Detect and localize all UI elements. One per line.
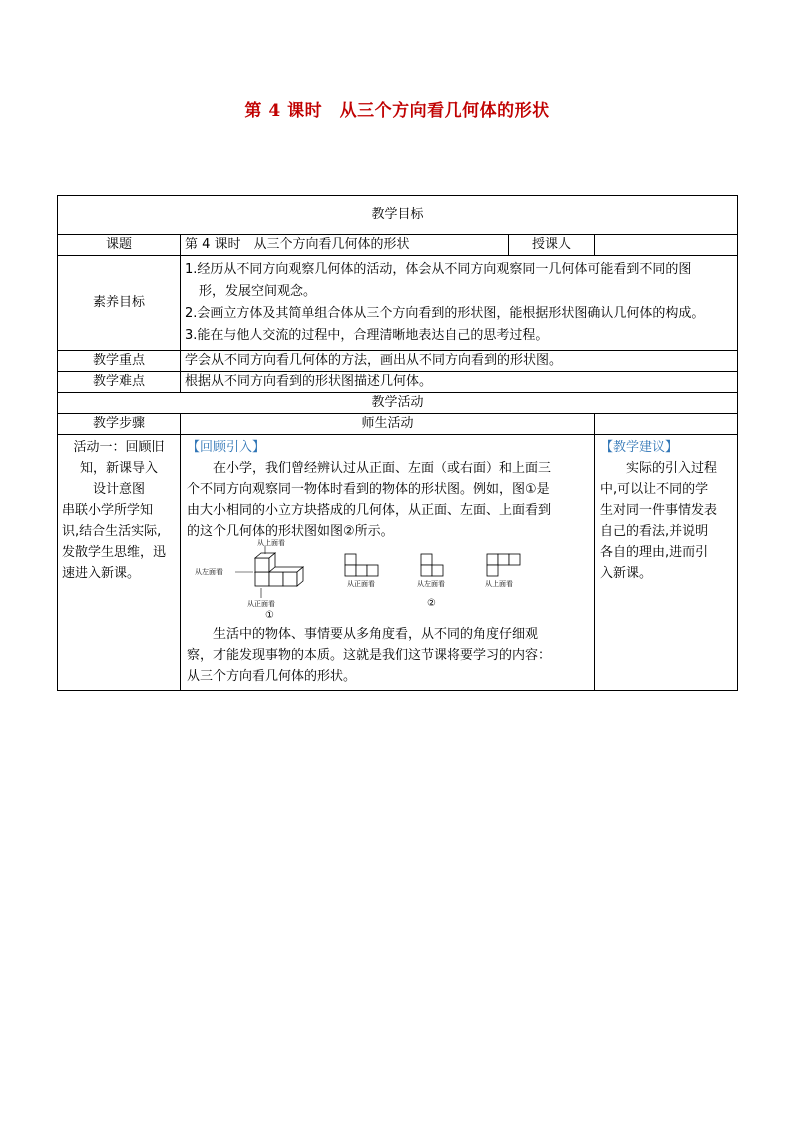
paragraph-line: 个不同方向观察同一物体时看到的物体的形状图。例如，图①是 xyxy=(187,482,550,497)
goal-item: 3.能在与他人交流的过程中，合理清晰地表达自己的思考过程。 xyxy=(185,328,549,343)
teacher-label: 授课人 xyxy=(509,235,595,256)
solid-figure xyxy=(255,553,303,586)
section-activity-header: 教学活动 xyxy=(58,393,738,414)
lesson-plan-table xyxy=(57,195,738,691)
steps-header: 教学步骤 xyxy=(58,414,181,435)
top-view-grid xyxy=(487,554,520,576)
caption-left: 从左面看 xyxy=(417,580,445,588)
review-intro-tag: 【回顾引入】 xyxy=(187,440,266,455)
suggestion-line: 实际的引入过程 xyxy=(626,461,718,476)
label-front-view: 从正面看 xyxy=(247,600,275,608)
goal-item: 1.经历从不同方向观察几何体的活动，体会从不同方向观察同一几何体可能看到不同的图 xyxy=(185,262,692,277)
caption-front: 从正面看 xyxy=(347,580,375,588)
figure-svg xyxy=(187,539,587,621)
label-top-view: 从上面看 xyxy=(257,539,285,547)
step-line: 知，新课导入 xyxy=(79,461,158,476)
page-title: 第 4 课时 从三个方向看几何体的形状 xyxy=(244,101,550,121)
activity-header: 师生活动 xyxy=(181,414,595,435)
paragraph-line: 在小学，我们曾经辨认过从正面、左面（或右面）和上面三 xyxy=(213,461,552,476)
goal-item: 2.会画立方体及其简单组合体从三个方向看到的形状图，能根据形状图确认几何体的构成。 xyxy=(185,306,705,321)
difficulty-value: 根据从不同方向看到的形状图描述几何体。 xyxy=(181,372,738,393)
teacher-value xyxy=(595,235,738,256)
activity-cell xyxy=(181,435,595,691)
step-cell xyxy=(58,435,181,691)
suggestion-line: 各自的理由,进而引 xyxy=(600,545,709,560)
goal-item: 形，发展空间观念。 xyxy=(199,284,317,299)
geometry-figure xyxy=(187,539,588,621)
caption-1: ① xyxy=(265,610,274,621)
left-view-grid xyxy=(421,554,443,576)
suggestion-line: 入新课。 xyxy=(600,566,653,581)
topic-value: 第 4 课时 从三个方向看几何体的形状 xyxy=(181,235,509,256)
design-intent-label: 设计意图 xyxy=(92,482,145,497)
section-goals-header: 教学目标 xyxy=(58,196,738,235)
step-line: 活动一：回顾旧 xyxy=(73,440,165,455)
literacy-goals xyxy=(181,256,738,351)
caption-2: ② xyxy=(427,598,436,609)
suggestion-cell xyxy=(595,435,738,691)
key-point-label: 教学重点 xyxy=(58,351,181,372)
intent-line: 串联小学所学知 xyxy=(62,503,154,518)
literacy-label: 素养目标 xyxy=(58,256,181,351)
paragraph-line: 生活中的物体、事情要从多角度看，从不同的角度仔细观 xyxy=(213,627,539,642)
paragraph-line: 察，才能发现事物的本质。这就是我们这节课将要学习的内容： xyxy=(187,648,552,663)
paragraph-line: 的这个几何体的形状图如图②所示。 xyxy=(187,524,394,539)
paragraph-line: 从三个方向看几何体的形状。 xyxy=(187,669,357,684)
suggestion-line: 自己的看法,并说明 xyxy=(600,524,709,539)
front-view-grid xyxy=(345,554,378,576)
intent-line: 发散学生思维，迅 xyxy=(62,545,167,560)
difficulty-label: 教学难点 xyxy=(58,372,181,393)
empty-header-cell xyxy=(595,414,738,435)
topic-label: 课题 xyxy=(58,235,181,256)
suggestion-line: 生对同一件事情发表 xyxy=(600,503,718,518)
paragraph-line: 由大小相同的小立方块搭成的几何体，从正面、左面、上面看到 xyxy=(187,503,552,518)
caption-top: 从上面看 xyxy=(485,580,513,588)
suggestion-line: 中,可以让不同的学 xyxy=(600,482,709,497)
intent-line: 速进入新课。 xyxy=(62,566,141,581)
label-left-view: 从左面看 xyxy=(195,568,223,576)
teaching-suggestion-tag: 【教学建议】 xyxy=(600,440,679,455)
key-point-value: 学会从不同方向看几何体的方法，画出从不同方向看到的形状图。 xyxy=(181,351,738,372)
intent-line: 识,结合生活实际, xyxy=(62,524,162,539)
